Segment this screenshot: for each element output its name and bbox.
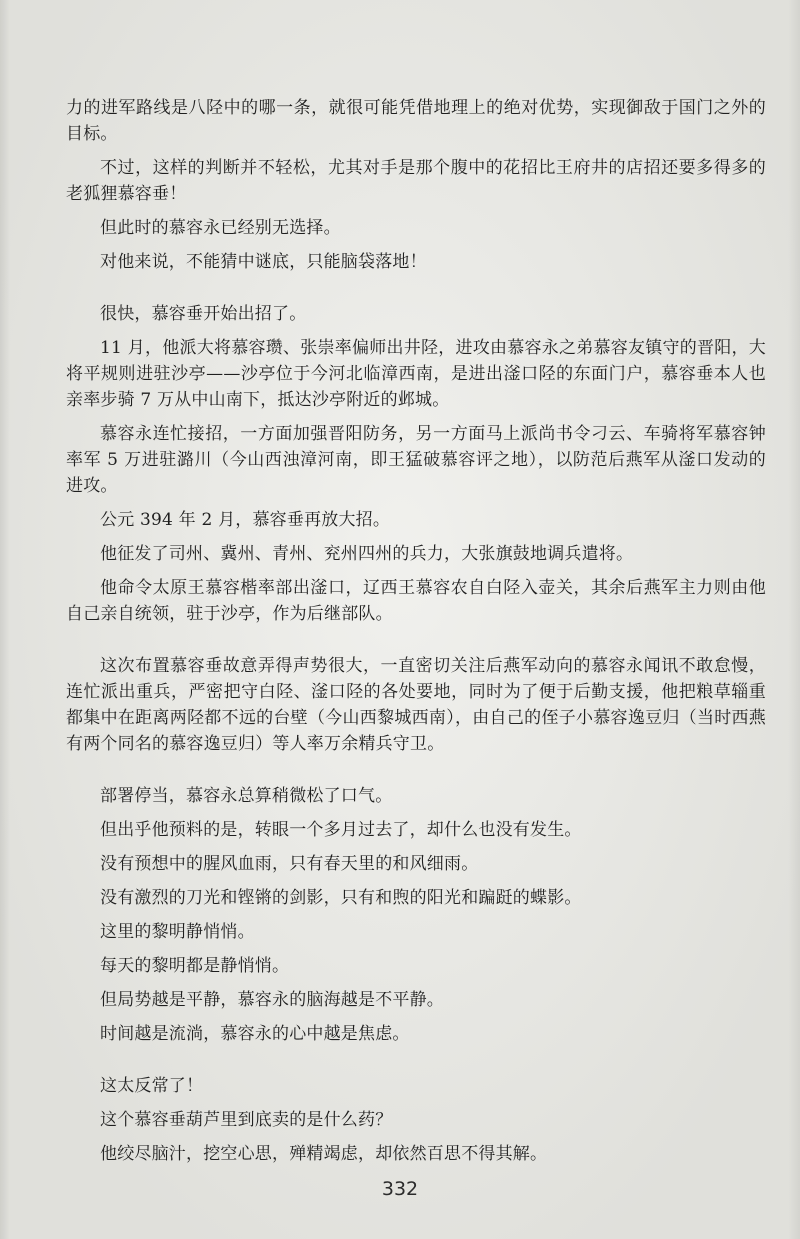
paragraph: 11 月，他派大将慕容瓒、张崇率偏师出井陉，进攻由慕容永之弟慕容友镇守的晋阳，大将平规则进驻沙亭——沙亭位于今河北临漳西南，是进出滏口陉的东面门户，慕容垂本人也亲率步骑 7 万从中山南下，抵达沙亭附近的邺城。	[66, 338, 766, 410]
page-edge-shadow-right	[788, 0, 800, 1239]
paragraph: 不过，这样的判断并不轻松，尤其对手是那个腹中的花招比王府井的店招还要多得多的老狐狸慕容垂！	[66, 158, 766, 204]
paragraph: 慕容永连忙接招，一方面加强晋阳防务，另一方面马上派尚书令刁云、车骑将军慕容钟率军 5 万进驻潞川（今山西浊漳河南，即王猛破慕容评之地），以防范后燕军从滏口发动的进攻。	[66, 424, 766, 496]
paragraph: 他命令太原王慕容楷率部出滏口，辽西王慕容农自白陉入壶关，其余后燕军主力则由他自己亲自统领，驻于沙亭，作为后继部队。	[66, 578, 766, 624]
paragraph: 这太反常了！	[100, 1076, 204, 1096]
paragraph: 公元 394 年 2 月，慕容垂再放大招。	[100, 510, 391, 530]
paragraph: 没有激烈的刀光和铿锵的剑影，只有和煦的阳光和蹁跹的蝶影。	[100, 888, 582, 908]
paragraph: 这次布置慕容垂故意弄得声势很大，一直密切关注后燕军动向的慕容永闻讯不敢怠慢，连忙派出重兵，严密把守白陉、滏口陉的各处要地，同时为了便于后勤支援，他把粮草辎重都集中在距离两陉都不远的台壁（今山西黎城西南），由自己的侄子小慕容逸豆归（当时西燕有两个同名的慕容逸豆归）等人率万余精兵守卫。	[66, 656, 766, 754]
paragraph: 但此时的慕容永已经别无选择。	[100, 218, 341, 238]
page-number: 332	[381, 1178, 419, 1200]
paragraph: 部署停当，慕容永总算稍微松了口气。	[100, 786, 393, 806]
paragraph: 力的进军路线是八陉中的哪一条，就很可能凭借地理上的绝对优势，实现御敌于国门之外的目标。	[66, 98, 766, 144]
paragraph: 很快，慕容垂开始出招了。	[100, 304, 307, 324]
body-text	[66, 95, 766, 1167]
page-edge-shadow-left	[0, 0, 10, 1239]
paragraph: 他征发了司州、冀州、青州、兖州四州的兵力，大张旗鼓地调兵遣将。	[100, 544, 634, 564]
paragraph: 但出乎他预料的是，转眼一个多月过去了，却什么也没有发生。	[100, 820, 582, 840]
paragraph: 时间越是流淌，慕容永的心中越是焦虑。	[100, 1024, 410, 1044]
paragraph: 每天的黎明都是静悄悄。	[100, 956, 290, 976]
paragraph: 没有预想中的腥风血雨，只有春天里的和风细雨。	[100, 854, 479, 874]
paragraph: 他绞尽脑汁，挖空心思，殚精竭虑，却依然百思不得其解。	[100, 1144, 548, 1164]
paragraph: 对他来说，不能猜中谜底，只能脑袋落地！	[100, 252, 427, 272]
paragraph: 这个慕容垂葫芦里到底卖的是什么药？	[100, 1110, 393, 1130]
paragraph: 但局势越是平静，慕容永的脑海越是不平静。	[100, 990, 444, 1010]
paragraph: 这里的黎明静悄悄。	[100, 922, 255, 942]
